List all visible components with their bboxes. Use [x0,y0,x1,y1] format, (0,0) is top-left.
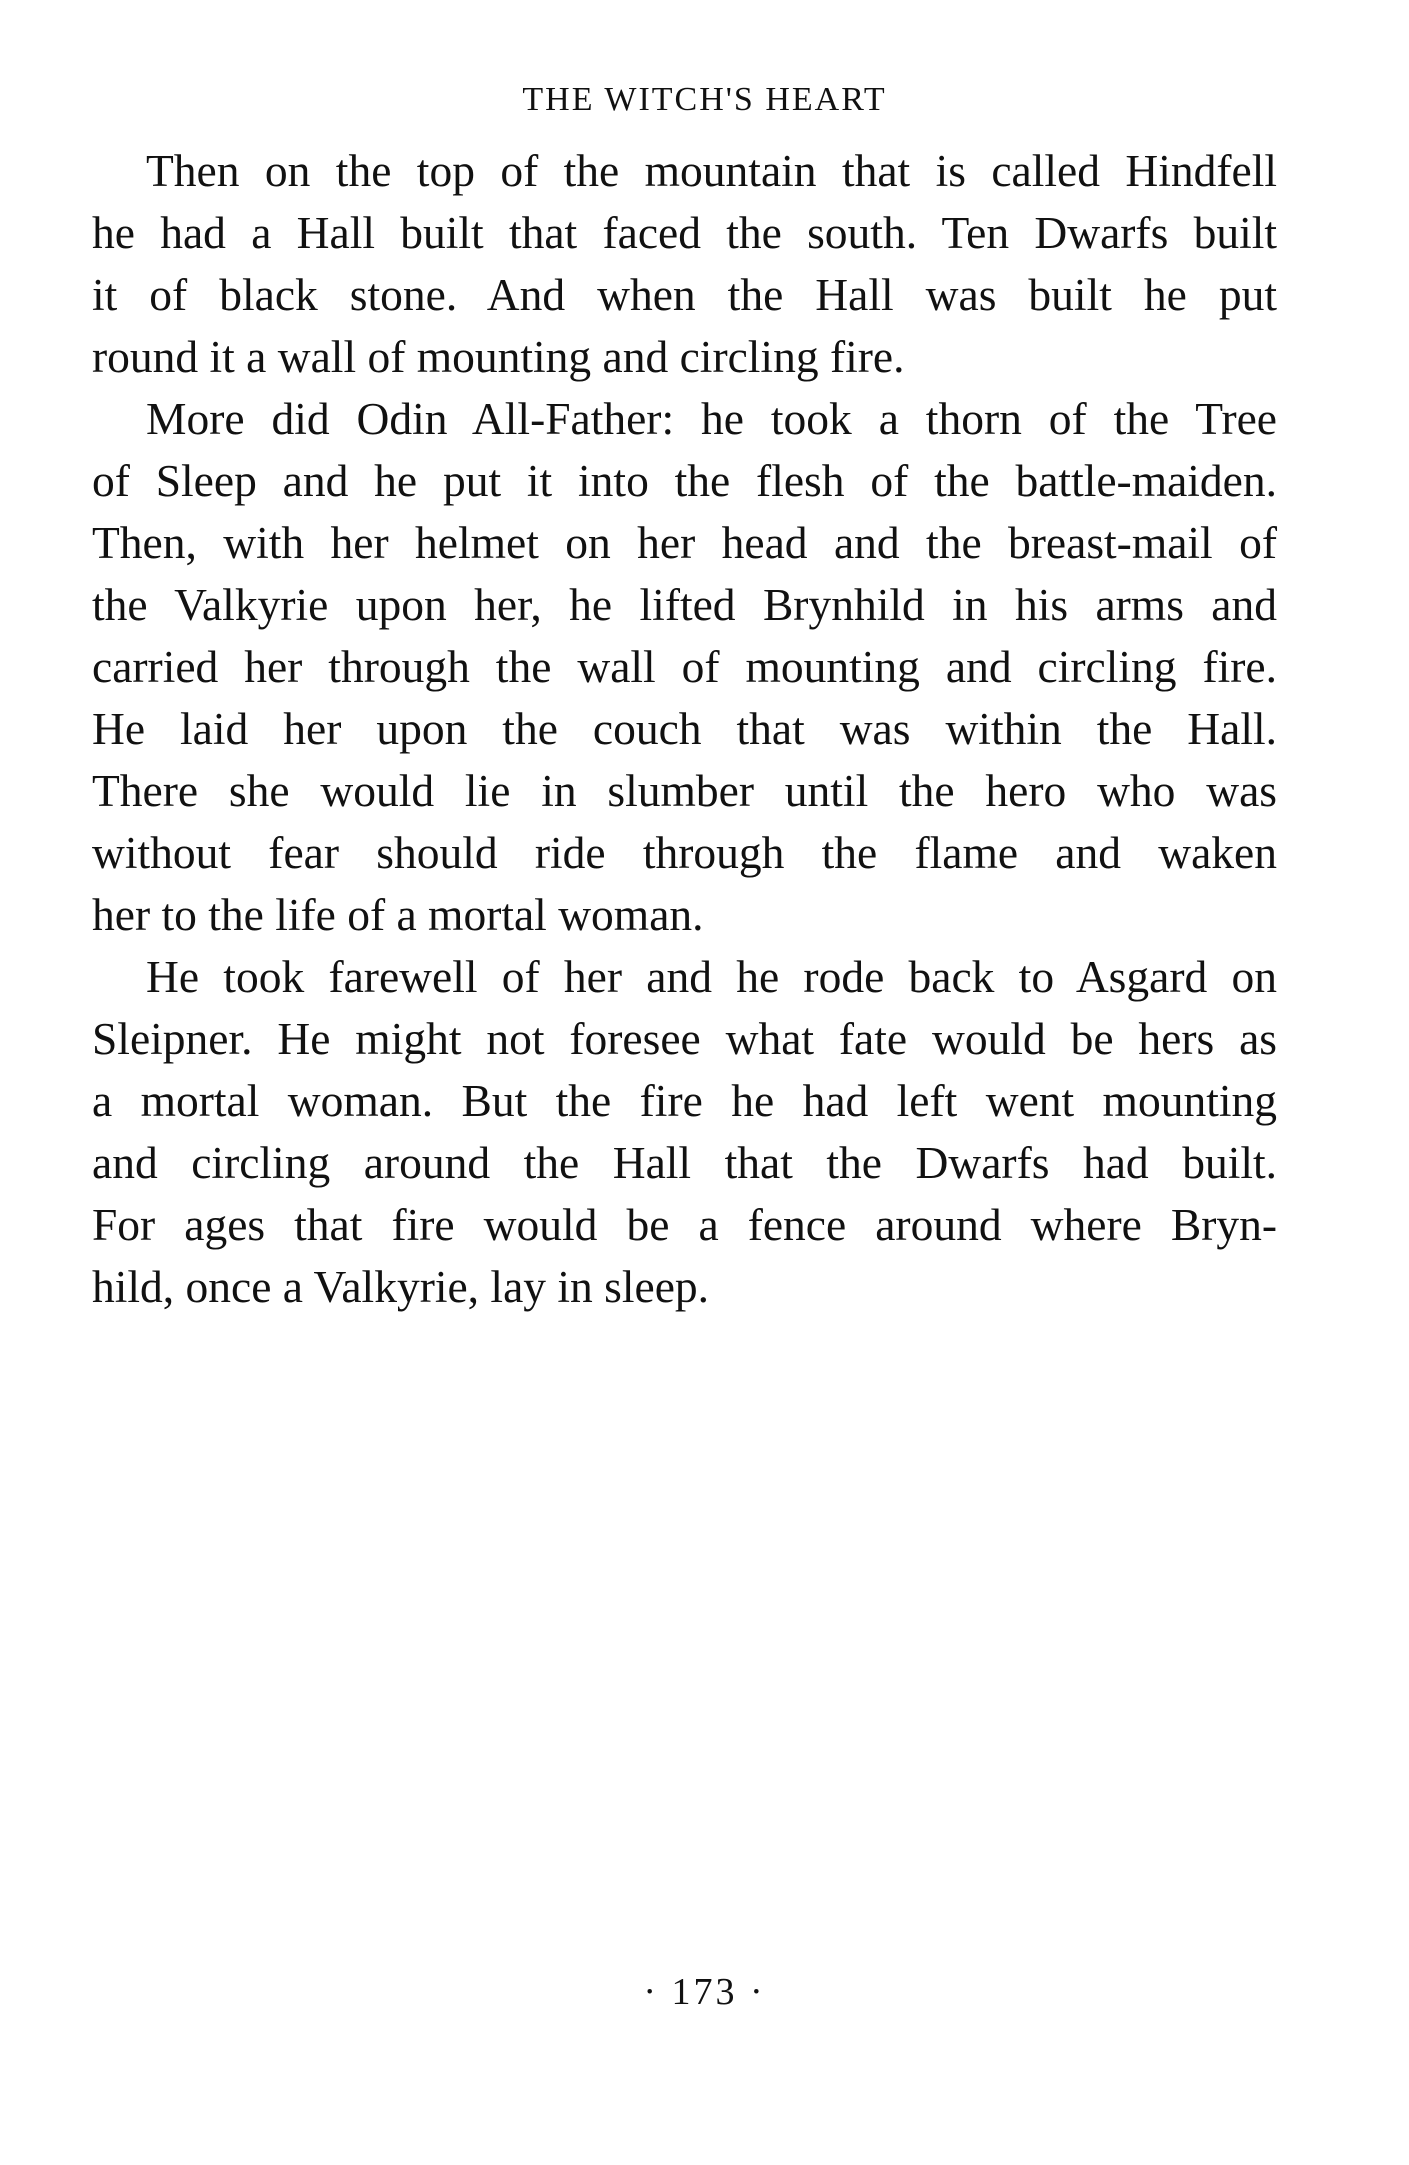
text-line: the Valkyrie upon her, he lifted Brynhild in his arms and [92,579,1277,630]
text-line: More did Odin All-Father: he took a thorn of the Tree [146,393,1277,444]
running-head: THE WITCH'S HEART [522,81,887,118]
text-line: hild, once a Valkyrie, lay in sleep. [92,1261,710,1312]
body-text [92,140,1277,1318]
text-line: Sleipner. He might not foresee what fate would be hers as [92,1013,1277,1064]
text-line: He took farewell of her and he rode back to Asgard on [146,951,1277,1002]
text-line: he had a Hall built that faced the south. Ten Dwarfs built [92,207,1277,258]
paragraph-1 [92,140,1277,388]
text-line: Then, with her helmet on her head and the breast-mail of [92,517,1277,568]
page-number: · 173 · [643,1971,766,2013]
paragraph-3 [92,946,1277,1318]
text-line: it of black stone. And when the Hall was built he put [92,269,1277,320]
text-line: without fear should ride through the flame and waken [92,827,1277,878]
text-line: her to the life of a mortal woman. [92,889,704,940]
text-line: and circling around the Hall that the Dwarfs had built. [92,1137,1277,1188]
text-line: He laid her upon the couch that was within the Hall. [92,703,1277,754]
text-line: carried her through the wall of mounting and circling fire. [92,641,1277,692]
text-line: There she would lie in slumber until the hero who was [92,765,1277,816]
text-line: a mortal woman. But the fire he had left went mounting [92,1075,1277,1126]
text-line: of Sleep and he put it into the flesh of the battle-maiden. [92,455,1277,506]
text-line: Then on the top of the mountain that is called Hindfell [146,145,1277,196]
paragraph-2 [92,388,1277,946]
text-line: round it a wall of mounting and circling fire. [92,331,905,382]
text-line: For ages that fire would be a fence around where Bryn- [92,1199,1277,1250]
